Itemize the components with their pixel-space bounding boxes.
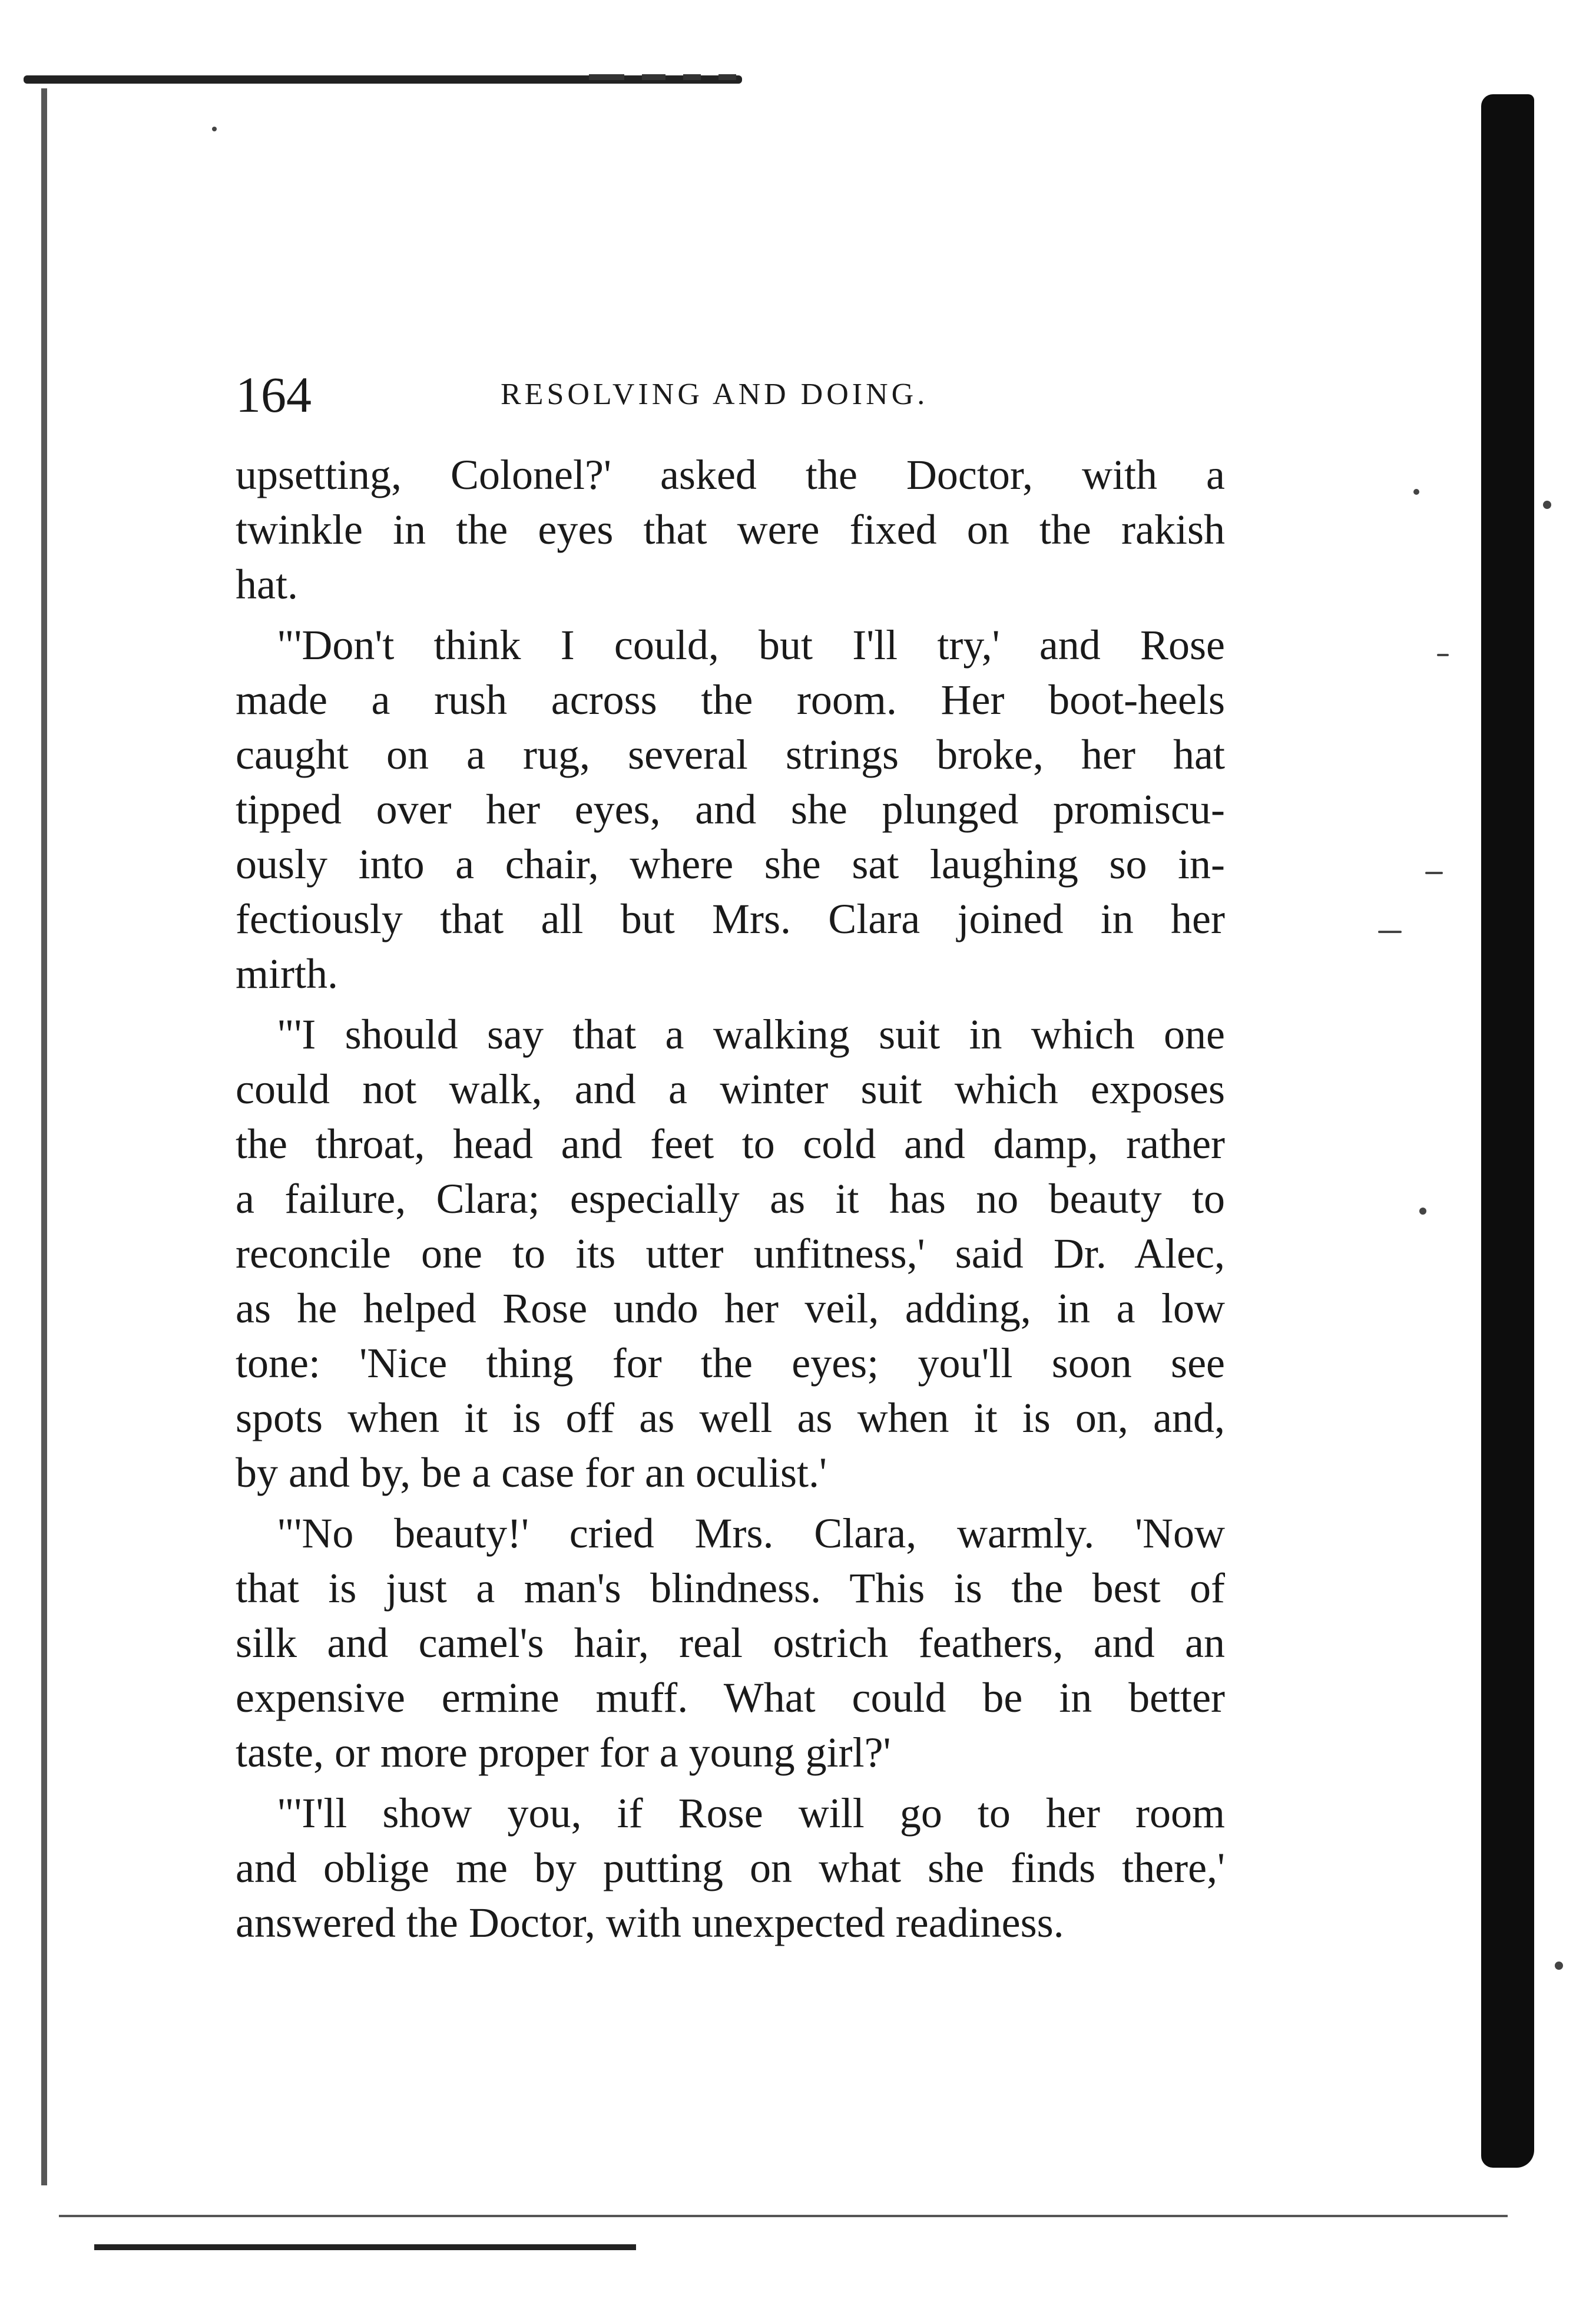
left-page-edge: [41, 88, 47, 2185]
text-line: mirth.: [236, 950, 338, 997]
bottom-border-rule: [94, 2244, 636, 2250]
scan-speck: [1413, 489, 1419, 495]
text-line: fectiously that all but Mrs. Clara joined in her: [236, 895, 1225, 942]
top-rule-dash: [683, 74, 701, 80]
text-line: tipped over her eyes, and she plunged promiscu-: [236, 786, 1225, 833]
page-number: 164: [236, 366, 312, 423]
scan-speck: [1378, 931, 1402, 933]
top-rule-dash: [718, 74, 736, 80]
text-line: answered the Doctor, with unexpected readiness.: [236, 1899, 1064, 1946]
page-header: [236, 365, 1237, 436]
text-line: "'I'll show you, if Rose will go to her room: [277, 1790, 1225, 1837]
text-line: expensive ermine muff. What could be in better: [236, 1674, 1225, 1721]
paragraph: [236, 1506, 1225, 1780]
top-rule-dash: [642, 74, 665, 80]
running-head: RESOLVING AND DOING.: [501, 378, 929, 411]
text-line: the throat, head and feet to cold and damp, rather: [236, 1120, 1225, 1167]
body-text: [236, 448, 1225, 1956]
scan-speck: [1555, 1962, 1563, 1970]
top-rule-dash: [589, 74, 624, 80]
book-spine-shadow: [1481, 94, 1534, 2168]
scan-speck: [1543, 501, 1551, 509]
text-line: twinkle in the eyes that were fixed on the rakish: [236, 506, 1225, 553]
paragraph: [236, 1786, 1225, 1950]
text-line: made a rush across the room. Her boot-heels: [236, 676, 1225, 723]
text-line: and oblige me by putting on what she finds there,': [236, 1844, 1225, 1891]
text-line: that is just a man's blindness. This is the best of: [236, 1565, 1225, 1612]
text-line: could not walk, and a winter suit which exposes: [236, 1066, 1225, 1113]
bottom-page-edge: [59, 2215, 1508, 2217]
scan-speck: [1437, 654, 1449, 656]
text-line: "'No beauty!' cried Mrs. Clara, warmly. 'Now: [277, 1510, 1225, 1557]
scan-speck: [1419, 1208, 1426, 1215]
text-line: by and by, be a case for an oculist.': [236, 1449, 827, 1496]
scan-speck: [1425, 872, 1443, 874]
paragraph: [236, 618, 1225, 1001]
scan-speck: [212, 127, 217, 131]
text-line: as he helped Rose undo her veil, adding, in a low: [236, 1285, 1225, 1332]
text-line: tone: 'Nice thing for the eyes; you'll soon see: [236, 1339, 1225, 1387]
text-line: ously into a chair, where she sat laughing so in-: [236, 841, 1225, 888]
text-line: hat.: [236, 561, 298, 608]
top-border-rule: [24, 75, 742, 84]
text-line: silk and camel's hair, real ostrich feathers, and an: [236, 1619, 1225, 1666]
text-line: "'Don't think I could, but I'll try,' and Rose: [277, 621, 1225, 669]
text-line: caught on a rug, several strings broke, her hat: [236, 731, 1225, 778]
text-line: "'I should say that a walking suit in which one: [277, 1011, 1225, 1058]
text-line: spots when it is off as well as when it is on, and,: [236, 1394, 1225, 1441]
paragraph: [236, 1007, 1225, 1500]
paragraph: [236, 448, 1225, 612]
text-line: taste, or more proper for a young girl?': [236, 1729, 891, 1776]
text-line: a failure, Clara; especially as it has no beauty to: [236, 1175, 1225, 1222]
text-line: upsetting, Colonel?' asked the Doctor, with a: [236, 451, 1225, 498]
text-line: reconcile one to its utter unfitness,' said Dr. Alec,: [236, 1230, 1225, 1277]
